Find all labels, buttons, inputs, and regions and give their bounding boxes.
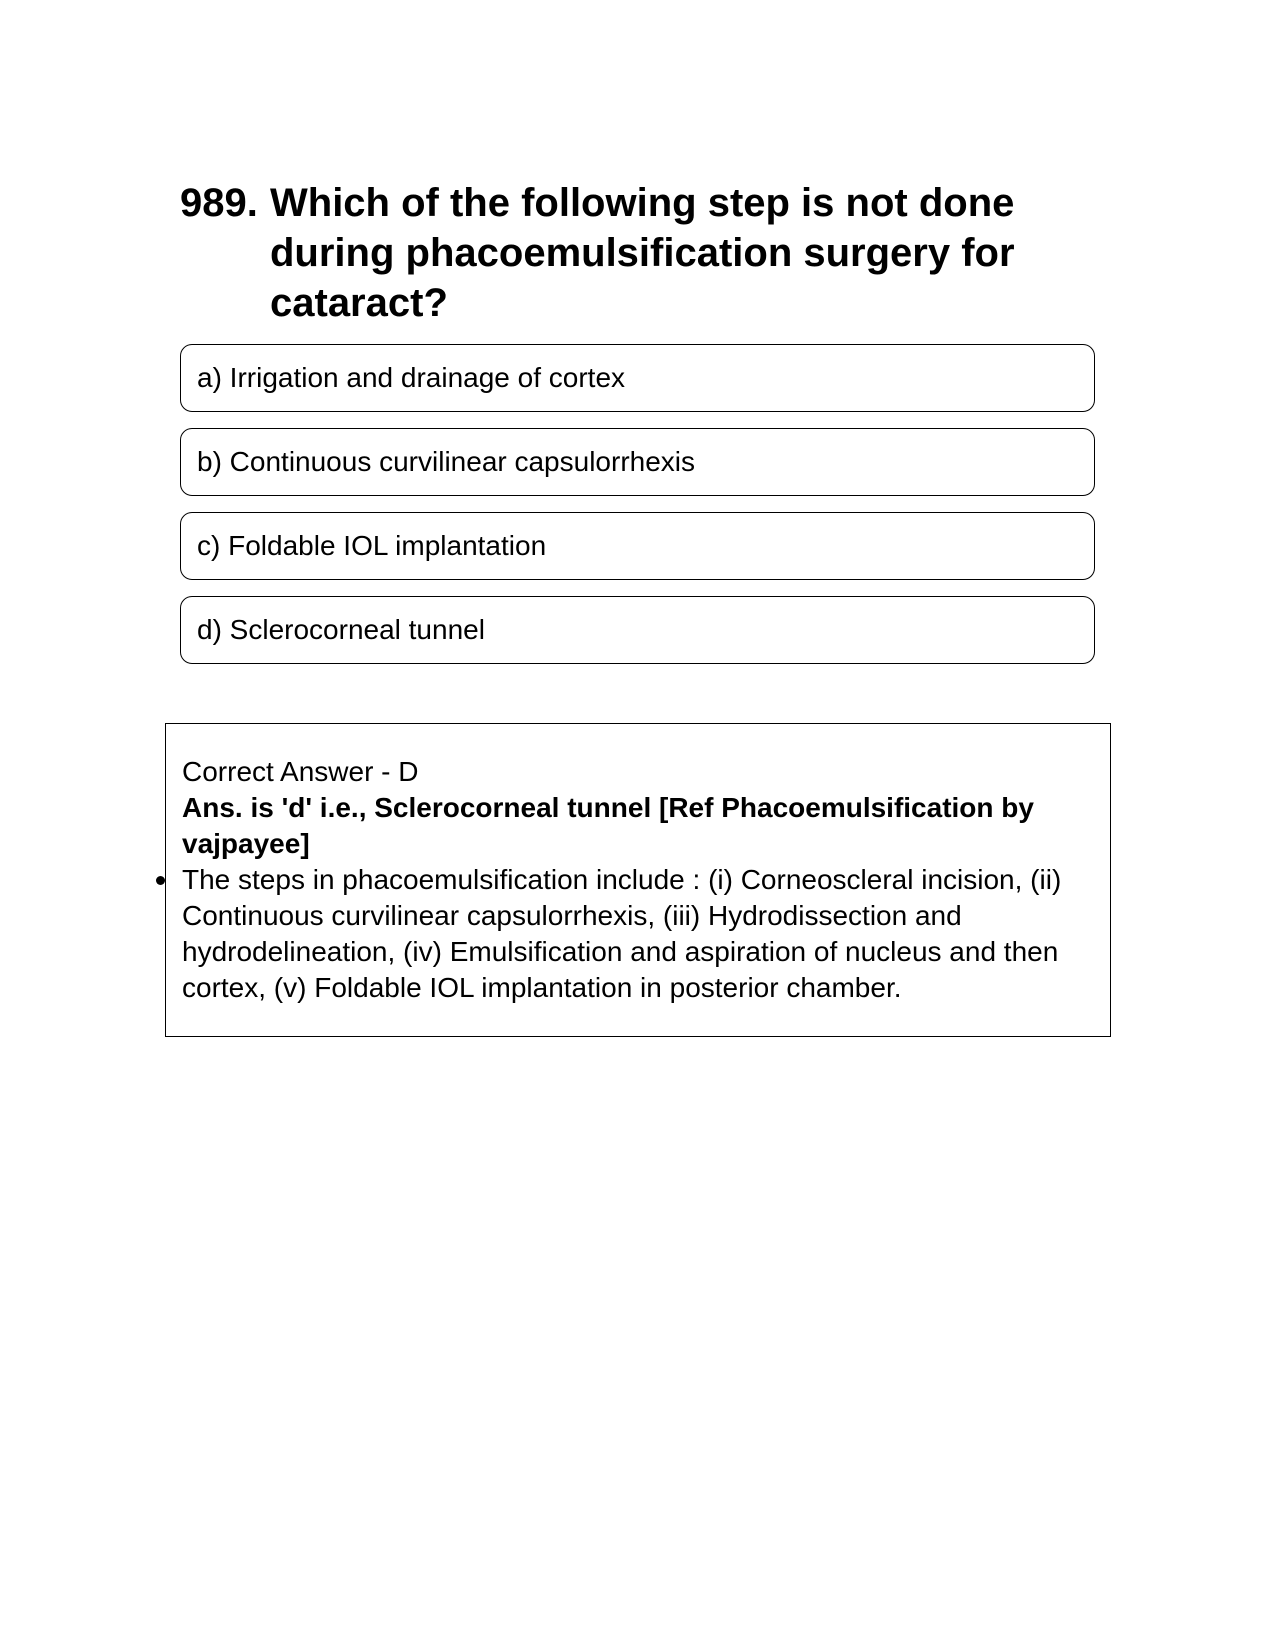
question-number: 989. [180,181,258,225]
answer-box [165,723,1111,1037]
option-b[interactable]: b) Continuous curvilinear capsulorrhexis [180,428,1095,496]
question-text: Which of the following step is not done during phacoemulsification surgery for cataract? [270,181,1015,325]
option-c[interactable]: c) Foldable IOL implantation [180,512,1095,580]
explanation-item [182,862,1096,1006]
answer-reference: Ans. is 'd' i.e., Sclerocorneal tunnel [Ref Phacoemulsification by vajpayee] [182,792,1034,859]
explanation-text: The steps in phacoemulsification include : (i) Corneoscleral incision, (ii) Continuous curvilinear capsulorrhexis, (iii) Hydrodissection and hydrodelineation, (iv) Emulsification and aspiration of nucleus and then cortex, (v) Foldable IOL implantation in posterior chamber. [182,864,1062,1003]
option-d[interactable]: d) Sclerocorneal tunnel [180,596,1095,664]
correct-answer: Correct Answer - D [182,756,419,787]
options-list [180,344,1095,680]
question-heading [180,178,1080,328]
bullet-icon [156,876,165,885]
explanation-list [182,862,1096,1006]
option-a[interactable]: a) Irrigation and drainage of cortex [180,344,1095,412]
